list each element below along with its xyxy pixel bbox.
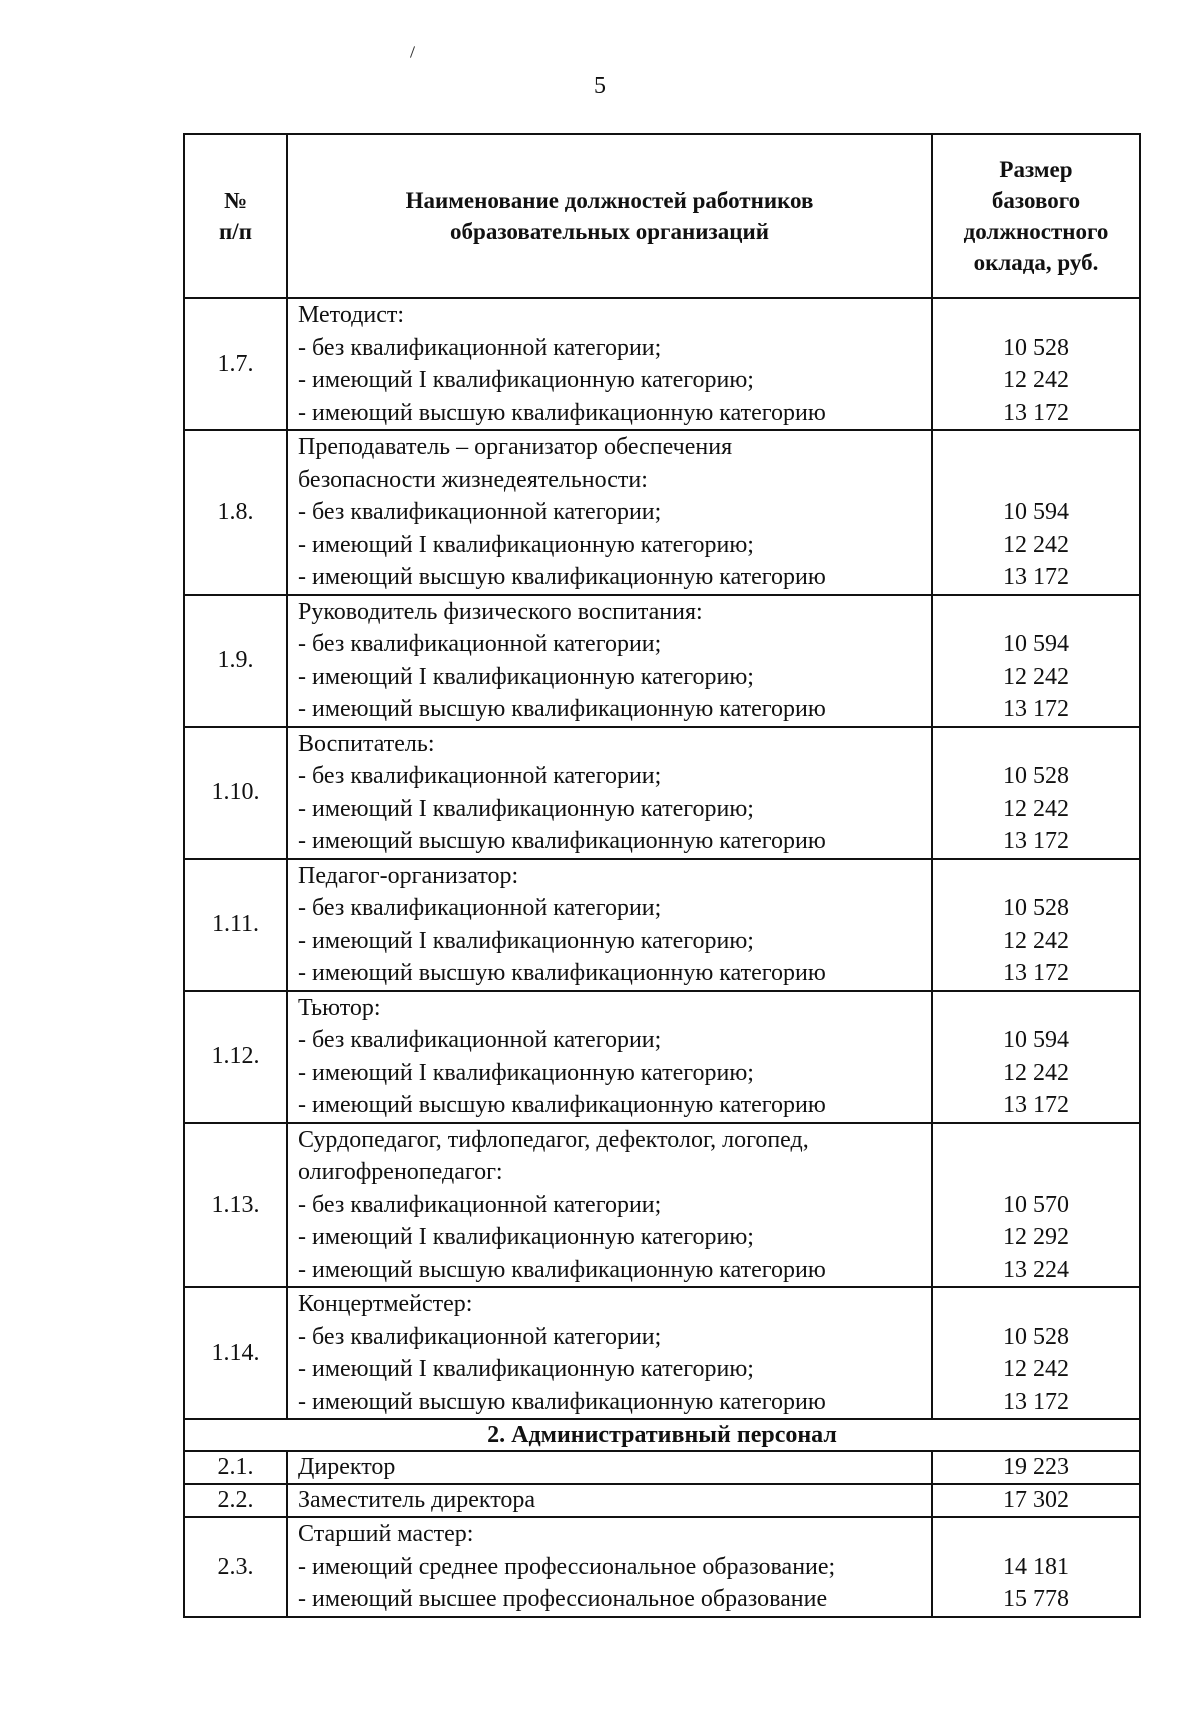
salary-value: 10 594 bbox=[1003, 499, 1069, 525]
salary-spacer bbox=[943, 1124, 1129, 1157]
salary-values bbox=[932, 1517, 1140, 1617]
position-number: 1.12. bbox=[184, 991, 287, 1123]
header-salary bbox=[932, 134, 1140, 298]
salary-spacer bbox=[943, 1288, 1129, 1321]
header-name-line: Наименование должностей работников bbox=[405, 188, 814, 213]
category-label: - имеющий высшую квалификационную категорию bbox=[298, 399, 826, 426]
category-label: Директор bbox=[298, 1454, 396, 1480]
header-salary-line: должностного bbox=[963, 219, 1109, 244]
salary-value: 12 242 bbox=[1003, 1059, 1069, 1086]
table-row bbox=[184, 298, 1140, 430]
category-label: - имеющий среднее профессиональное образование; bbox=[298, 1553, 836, 1580]
admin-section-body bbox=[184, 1419, 1140, 1451]
position-number: 2.1. bbox=[184, 1451, 287, 1484]
position-number: 1.13. bbox=[184, 1123, 287, 1288]
salary-values bbox=[932, 595, 1140, 727]
salary-values bbox=[932, 859, 1140, 991]
salary-value: 12 242 bbox=[1003, 927, 1069, 954]
position-name bbox=[287, 859, 932, 991]
category-label: - имеющий высшую квалификационную категорию bbox=[298, 828, 826, 854]
salary-values bbox=[932, 1451, 1140, 1484]
position-title: Тьютор: bbox=[298, 994, 381, 1021]
salary-value: 13 172 bbox=[1003, 1092, 1069, 1118]
salary-value: 14 181 bbox=[1003, 1553, 1069, 1580]
salary-value: 10 528 bbox=[1003, 763, 1069, 789]
header-salary-line: базового bbox=[991, 188, 1081, 213]
category-label: - имеющий высшее профессиональное образование bbox=[298, 1586, 828, 1612]
position-title: олигофренопедагог: bbox=[298, 1159, 503, 1185]
position-number: 2.3. bbox=[184, 1517, 287, 1617]
position-name bbox=[287, 727, 932, 859]
position-title: Педагог-организатор: bbox=[298, 862, 519, 889]
salary-value: 13 172 bbox=[1003, 828, 1069, 854]
salary-spacer bbox=[943, 860, 1129, 893]
salary-spacer bbox=[943, 992, 1129, 1025]
position-title: Преподаватель – организатор обеспечения bbox=[298, 434, 733, 460]
position-number: 1.14. bbox=[184, 1287, 287, 1419]
category-label: - имеющий I квалификационную категорию; bbox=[298, 795, 754, 822]
category-label: - имеющий высшую квалификационную категорию bbox=[298, 696, 826, 722]
salary-table bbox=[183, 133, 1141, 1618]
position-title: безопасности жизнедеятельности: bbox=[298, 466, 648, 493]
category-label: - без квалификационной категории; bbox=[298, 631, 662, 657]
category-label: - имеющий I квалификационную категорию; bbox=[298, 1059, 754, 1086]
table-header bbox=[184, 134, 1140, 298]
position-title: Сурдопедагог, тифлопедагог, дефектолог, логопед, bbox=[298, 1126, 809, 1153]
salary-spacer bbox=[943, 299, 1129, 332]
category-label: - без квалификационной категории; bbox=[298, 1191, 662, 1218]
header-salary-line: Размер bbox=[999, 157, 1073, 182]
category-label: - без квалификационной категории; bbox=[298, 895, 662, 921]
section-title: 2. Административный персонал bbox=[184, 1419, 1140, 1451]
salary-spacer bbox=[943, 464, 1129, 497]
table-row bbox=[184, 430, 1140, 595]
header-name-line: образовательных организаций bbox=[450, 219, 769, 244]
section-row bbox=[184, 1419, 1140, 1451]
header-number-line: № bbox=[223, 188, 248, 213]
table-row bbox=[184, 1484, 1140, 1517]
position-name bbox=[287, 1451, 932, 1484]
salary-value: 12 292 bbox=[1003, 1224, 1069, 1250]
salary-value: 13 172 bbox=[1003, 399, 1069, 426]
table-row bbox=[184, 859, 1140, 991]
category-label: - имеющий высшую квалификационную категорию bbox=[298, 1092, 826, 1118]
position-name bbox=[287, 991, 932, 1123]
position-number: 2.2. bbox=[184, 1484, 287, 1517]
position-title: Старший мастер: bbox=[298, 1521, 474, 1547]
salary-value: 13 172 bbox=[1003, 696, 1069, 722]
position-name bbox=[287, 430, 932, 595]
header-salary-line: оклада, руб. bbox=[973, 250, 1099, 275]
category-label: - имеющий I квалификационную категорию; bbox=[298, 1224, 754, 1250]
position-number: 1.8. bbox=[184, 430, 287, 595]
salary-value: 12 242 bbox=[1003, 531, 1069, 558]
salary-spacer bbox=[943, 431, 1129, 464]
position-number: 1.9. bbox=[184, 595, 287, 727]
position-number: 1.7. bbox=[184, 298, 287, 430]
salary-value: 15 778 bbox=[1003, 1586, 1069, 1612]
position-name bbox=[287, 595, 932, 727]
position-title: Воспитатель: bbox=[298, 730, 435, 757]
position-name bbox=[287, 1123, 932, 1288]
salary-spacer bbox=[943, 596, 1129, 629]
salary-values bbox=[932, 298, 1140, 430]
category-label: Заместитель директора bbox=[298, 1487, 536, 1513]
table-row bbox=[184, 991, 1140, 1123]
salary-value: 17 302 bbox=[1003, 1487, 1069, 1513]
position-name bbox=[287, 1517, 932, 1617]
salary-values bbox=[932, 1287, 1140, 1419]
salary-values bbox=[932, 727, 1140, 859]
position-name bbox=[287, 1484, 932, 1517]
salary-spacer bbox=[943, 728, 1129, 761]
page-number: 5 bbox=[594, 73, 606, 99]
category-label: - имеющий I квалификационную категорию; bbox=[298, 1356, 754, 1382]
salary-value: 13 172 bbox=[1003, 564, 1069, 590]
position-title: Руководитель физического воспитания: bbox=[298, 598, 703, 625]
salary-value: 10 594 bbox=[1003, 1027, 1069, 1053]
table-row bbox=[184, 1287, 1140, 1419]
salary-value: 13 172 bbox=[1003, 1388, 1069, 1415]
stray-pen-mark bbox=[410, 46, 415, 58]
position-title: Концертмейстер: bbox=[298, 1291, 473, 1317]
salary-value: 12 242 bbox=[1003, 1356, 1069, 1382]
header-number bbox=[184, 134, 287, 298]
category-label: - без квалификационной категории; bbox=[298, 1323, 662, 1350]
position-name bbox=[287, 298, 932, 430]
position-title: Методист: bbox=[298, 302, 405, 328]
salary-values bbox=[932, 1484, 1140, 1517]
salary-values bbox=[932, 430, 1140, 595]
category-label: - имеющий высшую квалификационную категорию bbox=[298, 1256, 826, 1283]
category-label: - без квалификационной категории; bbox=[298, 1027, 662, 1053]
salary-value: 13 224 bbox=[1003, 1256, 1069, 1283]
table-row bbox=[184, 1451, 1140, 1484]
salary-values bbox=[932, 1123, 1140, 1288]
category-label: - имеющий высшую квалификационную категорию bbox=[298, 960, 826, 986]
category-label: - имеющий I квалификационную категорию; bbox=[298, 367, 754, 393]
category-label: - имеющий I квалификационную категорию; bbox=[298, 927, 754, 954]
salary-value: 12 242 bbox=[1003, 367, 1069, 393]
header-position-name bbox=[287, 134, 932, 298]
table-row bbox=[184, 595, 1140, 727]
category-label: - имеющий I квалификационную категорию; bbox=[298, 663, 754, 690]
salary-value: 10 528 bbox=[1003, 1323, 1069, 1350]
salary-spacer bbox=[943, 1156, 1129, 1189]
header-number-line: п/п bbox=[219, 219, 252, 244]
category-label: - без квалификационной категории; bbox=[298, 334, 662, 361]
table-row bbox=[184, 727, 1140, 859]
position-number: 1.10. bbox=[184, 727, 287, 859]
teacher-positions-body bbox=[184, 298, 1140, 1419]
salary-value: 12 242 bbox=[1003, 663, 1069, 690]
category-label: - имеющий I квалификационную категорию; bbox=[298, 531, 754, 558]
position-number: 1.11. bbox=[184, 859, 287, 991]
table-row bbox=[184, 1517, 1140, 1617]
category-label: - имеющий высшую квалификационную категорию bbox=[298, 1388, 826, 1415]
salary-value: 12 242 bbox=[1003, 795, 1069, 822]
position-name bbox=[287, 1287, 932, 1419]
category-label: - имеющий высшую квалификационную категорию bbox=[298, 564, 826, 590]
salary-value: 13 172 bbox=[1003, 960, 1069, 986]
salary-value: 10 570 bbox=[1003, 1191, 1069, 1218]
salary-value: 10 528 bbox=[1003, 895, 1069, 921]
salary-values bbox=[932, 991, 1140, 1123]
table-row bbox=[184, 1123, 1140, 1288]
category-label: - без квалификационной категории; bbox=[298, 499, 662, 525]
salary-value: 19 223 bbox=[1003, 1454, 1069, 1480]
salary-value: 10 594 bbox=[1003, 631, 1069, 657]
salary-spacer bbox=[943, 1518, 1129, 1551]
admin-positions-body bbox=[184, 1451, 1140, 1617]
salary-value: 10 528 bbox=[1003, 334, 1069, 361]
category-label: - без квалификационной категории; bbox=[298, 763, 662, 789]
